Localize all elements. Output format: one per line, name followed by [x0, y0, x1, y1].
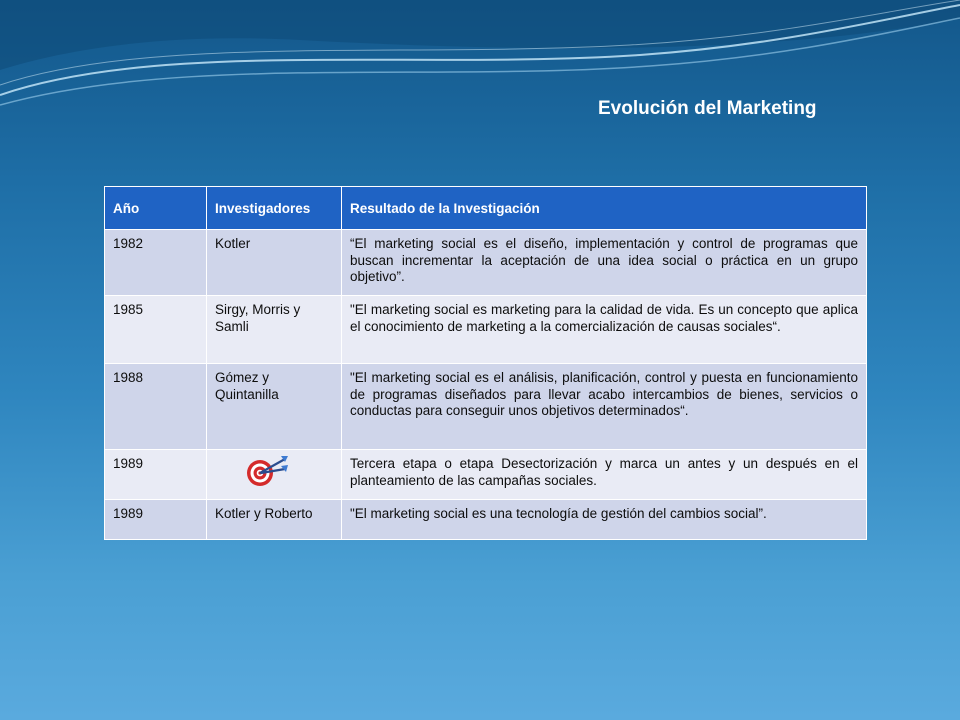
cell-result: "El marketing social es marketing para la calidad de vida. Es un concepto que aplica el conocimiento de marketing a la comercialización de causas sociales“.: [342, 296, 867, 364]
table-row: [105, 450, 867, 500]
cell-researchers: Sirgy, Morris y Samli: [207, 296, 342, 364]
cell-year: 1989: [105, 450, 207, 500]
cell-researchers: [207, 450, 342, 500]
cell-year: 1982: [105, 230, 207, 296]
cell-year: 1988: [105, 364, 207, 450]
target-darts-icon: [245, 454, 289, 488]
header-year: Año: [105, 187, 207, 230]
cell-result: "El marketing social es una tecnología de gestión del cambios social”.: [342, 500, 867, 540]
slide-title: Evolución del Marketing: [598, 98, 817, 119]
table-row: [105, 230, 867, 296]
cell-researchers: Kotler y Roberto: [207, 500, 342, 540]
table-row: [105, 364, 867, 450]
header-result: Resultado de la Investigación: [342, 187, 867, 230]
cell-researchers: Kotler: [207, 230, 342, 296]
marketing-evolution-table: [104, 186, 867, 540]
header-researchers: Investigadores: [207, 187, 342, 230]
cell-year: 1985: [105, 296, 207, 364]
table-row: [105, 296, 867, 364]
cell-year: 1989: [105, 500, 207, 540]
table-row: [105, 500, 867, 540]
cell-researchers: Gómez y Quintanilla: [207, 364, 342, 450]
cell-result: "El marketing social es el análisis, planificación, control y puesta en funcionamiento de programas diseñados para llevar acabo intercambios de bienes, servicios o conductas para conseguir unos objetivos determinados“.: [342, 364, 867, 450]
cell-result: “El marketing social es el diseño, implementación y control de programas que buscan incrementar la aceptación de una idea social o práctica en un grupo objetivo”.: [342, 230, 867, 296]
table-header-row: [105, 187, 867, 230]
cell-result: Tercera etapa o etapa Desectorización y marca un antes y un después en el planteamiento de las campañas sociales.: [342, 450, 867, 500]
